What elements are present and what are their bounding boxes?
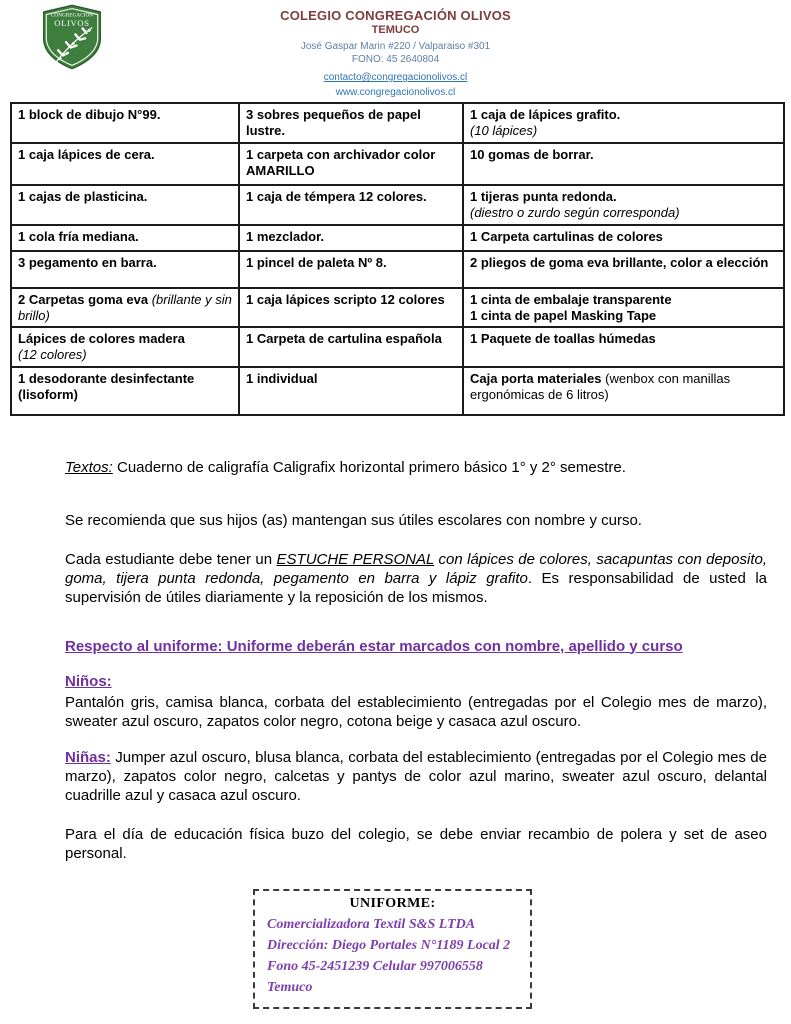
table-cell xyxy=(463,103,784,143)
header-text-block xyxy=(0,0,791,100)
logo-text-olivos: OLIVOS xyxy=(54,17,90,28)
table-cell xyxy=(463,225,784,251)
text-run: 3 sobres pequeños de papel lustre. xyxy=(246,107,421,139)
table-cell xyxy=(463,185,784,225)
table-cell xyxy=(11,288,239,328)
body-sections xyxy=(65,458,767,863)
text-run: 1 caja de témpera 12 colores. xyxy=(246,188,427,204)
text-run: 1 cajas de plasticina. xyxy=(18,188,148,204)
text-run: 1 desodorante desinfectante xyxy=(18,370,195,386)
supplies-table xyxy=(10,102,785,416)
table-cell xyxy=(11,143,239,185)
table-cell xyxy=(463,143,784,185)
text-run: 1 caja lápices de cera. xyxy=(18,146,155,162)
paragraph-ninos-para xyxy=(65,693,767,731)
text-run: Cada estudiante debe tener un xyxy=(65,550,277,568)
table-cell xyxy=(11,103,239,143)
text-run: ESTUCHE PERSONAL xyxy=(276,550,435,568)
table-cell xyxy=(239,103,463,143)
website-link[interactable]: www.congregacionolivos.cl xyxy=(335,87,456,98)
paragraph-educacion-fisica xyxy=(65,825,767,863)
logo-text-congregacion: CONGREGACIÓN xyxy=(50,13,91,19)
table-cell xyxy=(239,185,463,225)
uniforme-box-title: UNIFORME: xyxy=(349,895,436,911)
text-run: Niñas: xyxy=(65,748,111,766)
school-city: TEMUCO xyxy=(371,24,420,37)
table-cell xyxy=(11,185,239,225)
table-row xyxy=(11,185,784,225)
uniforme-box xyxy=(253,889,532,1009)
text-run: con lápices de colores, sacapuntas con deposito, goma, tijera punta redonda, pegamento en barra y lápiz grafito xyxy=(65,550,767,587)
paragraph-textos xyxy=(65,458,767,477)
school-logo-shield-icon xyxy=(36,4,108,70)
text-run: Textos: xyxy=(65,458,113,476)
table-cell xyxy=(239,143,463,185)
email-link[interactable]: contacto@congregacionolivos.cl xyxy=(323,72,468,83)
text-run: (lisoform) xyxy=(18,386,78,402)
table-cell xyxy=(11,251,239,288)
text-run: 2 pliegos de goma eva brillante, color a elección xyxy=(470,254,769,270)
text-run: Niños: xyxy=(65,672,112,690)
table-cell xyxy=(239,367,463,415)
text-run: 1 carpeta con archivador color AMARILLO xyxy=(246,146,436,178)
text-run: (brillante y sin brillo) xyxy=(18,291,232,323)
table-cell xyxy=(463,251,784,288)
text-run: 1 Paquete de toallas húmedas xyxy=(470,331,656,346)
text-run: 1 cinta de papel Masking Tape xyxy=(470,307,657,323)
text-run: 1 individual xyxy=(246,370,318,386)
text-run: Caja porta materiales xyxy=(470,370,606,386)
table-cell xyxy=(463,288,784,328)
table-row xyxy=(11,103,784,143)
table-row xyxy=(11,225,784,251)
text-run: . Es responsabilidad de usted la supervisión de útiles diariamente y la reposición de los mismos. xyxy=(65,569,768,606)
text-run: Lápices de colores madera xyxy=(18,331,185,346)
table-cell xyxy=(239,327,463,367)
text-run: Se recomienda que sus hijos (as) mantengan sus útiles escolares con nombre y curso. xyxy=(65,511,642,529)
text-run: 2 Carpetas goma eva xyxy=(18,291,152,307)
paragraph-ninas-para xyxy=(65,748,767,805)
text-run: 3 pegamento en barra. xyxy=(18,254,157,270)
paragraph-ninos-label xyxy=(65,672,767,691)
document-header xyxy=(0,0,791,96)
school-address: José Gaspar Marin #220 / Valparaiso #301 xyxy=(300,41,491,52)
uniforme-box-line: Dirección: Diego Portales N°1189 Local 2 xyxy=(267,937,511,953)
text-run: 1 tijeras punta redonda. xyxy=(470,188,617,204)
table-cell xyxy=(463,367,784,415)
text-run: 1 pincel de paleta Nº 8. xyxy=(246,254,387,270)
uniforme-box-line: Temuco xyxy=(267,979,313,995)
table-cell xyxy=(11,225,239,251)
table-cell xyxy=(239,251,463,288)
school-phone: FONO: 45 2640804 xyxy=(351,53,440,65)
paragraph-recomienda xyxy=(65,511,767,530)
text-run: (10 lápices) xyxy=(470,123,538,139)
uniforme-box-line: Fono 45-2451239 Celular 997006558 xyxy=(267,958,483,974)
paragraph-uniforme-heading xyxy=(65,637,767,656)
text-run: 1 caja de lápices grafito. xyxy=(470,107,621,122)
uniforme-box-lines xyxy=(267,914,518,998)
uniforme-box-line: Comercializadora Textil S&S LTDA xyxy=(267,916,476,932)
text-run: 1 cola fría mediana. xyxy=(18,228,139,244)
table-row xyxy=(11,367,784,415)
table-cell xyxy=(239,225,463,251)
text-run: (diestro o zurdo según corresponda) xyxy=(470,204,680,220)
school-name: COLEGIO CONGREGACIÓN OLIVOS xyxy=(280,8,511,23)
table-cell xyxy=(239,288,463,328)
table-row xyxy=(11,143,784,185)
text-run: Respecto al uniforme: Uniforme deberán estar marcados con nombre, apellido y curso xyxy=(65,637,683,655)
text-run: 10 gomas de borrar. xyxy=(470,146,594,162)
text-run: 1 cinta de embalaje transparente xyxy=(470,291,672,307)
paragraph-estuche xyxy=(65,550,767,607)
table-cell xyxy=(11,327,239,367)
text-run: 1 Carpeta cartulinas de colores xyxy=(470,228,663,244)
text-run: Para el día de educación física buzo del colegio, se debe enviar recambio de polera y set de aseo personal. xyxy=(65,825,767,862)
table-row xyxy=(11,288,784,328)
text-run: 1 Carpeta de cartulina española xyxy=(246,331,442,346)
text-run: (wenbox con manillas ergonómicas de 6 litros) xyxy=(470,370,731,402)
table-row xyxy=(11,251,784,288)
text-run: (12 colores) xyxy=(18,347,87,363)
table-cell xyxy=(463,327,784,367)
text-run: Cuaderno de caligrafía Caligrafix horizontal primero básico 1° y 2° semestre. xyxy=(112,458,626,476)
text-run: 1 block de dibujo N°99. xyxy=(18,107,161,122)
text-run: 1 mezclador. xyxy=(246,228,325,244)
text-run: Jumper azul oscuro, blusa blanca, corbata del establecimiento (entregadas por el Colegio mes de marzo), zapatos color negro, calcetas y pantys de color azul marino, sweater azul oscuro, delantal cuadrille azul y casaca azul oscuro. xyxy=(65,748,767,804)
text-run: Pantalón gris, camisa blanca, corbata del establecimiento (entregadas por el Colegio mes de marzo), sweater azul oscuro, zapatos color negro, cotona beige y casaca azul oscuro. xyxy=(65,693,767,730)
text-run: 1 caja lápices scripto 12 colores xyxy=(246,291,445,307)
supplies-table-body xyxy=(11,103,784,415)
table-row xyxy=(11,327,784,367)
table-cell xyxy=(11,367,239,415)
